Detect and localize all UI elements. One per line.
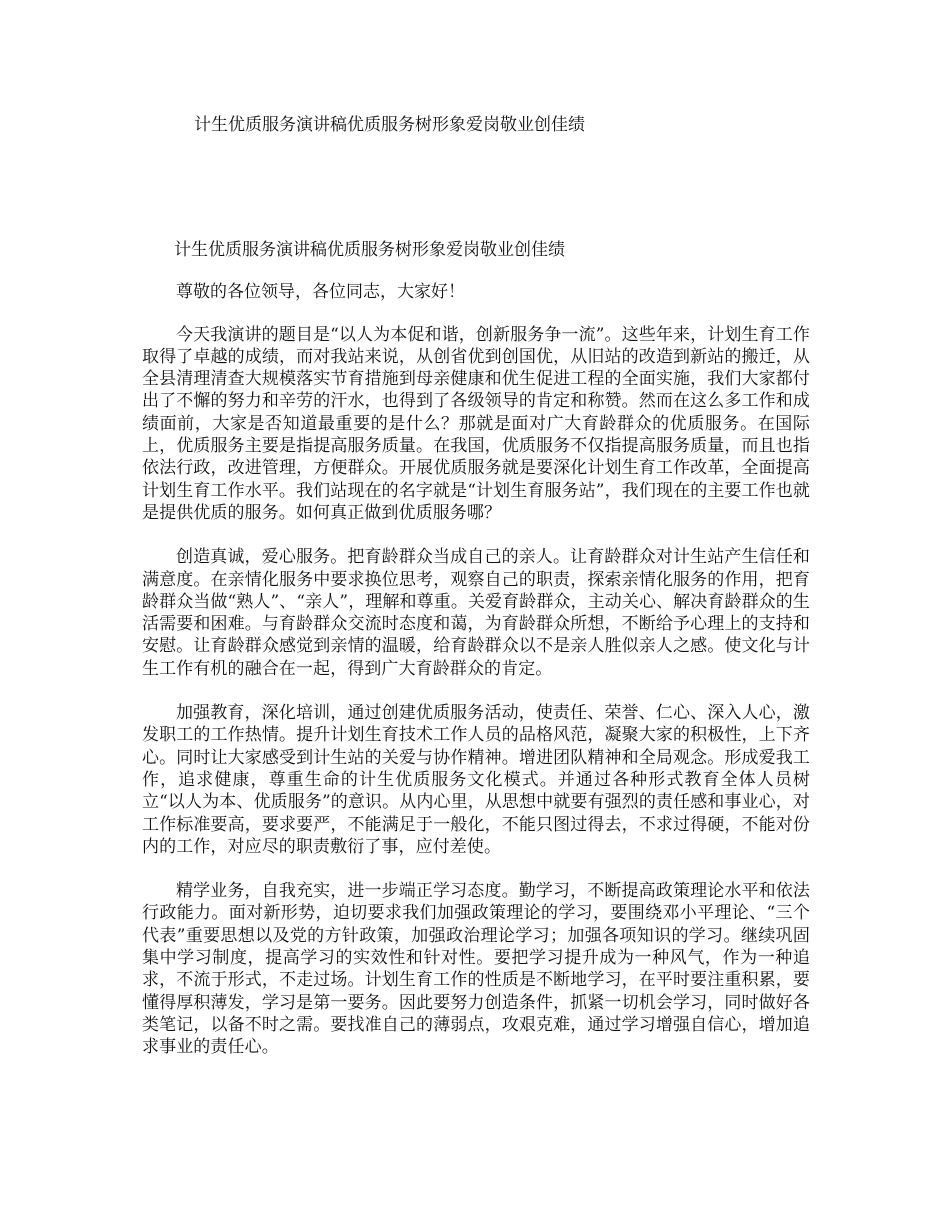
document-title: 计生优质服务演讲稿优质服务树形象爱岗敬业创佳绩 xyxy=(174,240,565,260)
page-header-title: 计生优质服务演讲稿优质服务树形象爱岗敬业创佳绩 xyxy=(194,115,585,135)
document-body xyxy=(142,239,810,1081)
paragraph-caring-service: 创造真诚，爱心服务。把育龄群众当成自己的亲人。让育龄群众对计生站产生信任和满意度。在亲情化服务中要求换位思考，观察自己的职责，探索亲情化服务的作用，把育龄群众当做“熟人”、“亲人”，理解和尊重。关爱育龄群众，主动关心、解决育龄群众的生活需要和困难。与育龄群众交流时态度和蔼，为育龄群众所想，不断给予心理上的支持和安慰。让育龄群众感觉到亲情的温暖，给育龄群众以不是亲人胜似亲人之感。使文化与计生工作有机的融合在一起，得到广大育龄群众的肯定。 xyxy=(142,547,810,679)
paragraph-education-training: 加强教育，深化培训，通过创建优质服务活动，使责任、荣誉、仁心、深入人心，激发职工的工作热情。提升计划生育技术工作人员的品格风范，凝聚大家的积极性，上下齐心。同时让大家感受到计生站的关爱与协作精神。增进团队精神和全局观念。形成爱我工作，追求健康，尊重生命的计生优质服务文化模式。并通过各种形式教育全体人员树立“以人为本、优质服务”的意识。从内心里，从思想中就要有强烈的责任感和事业心，对工作标准要高，要求要严，不能满足于一般化，不能只图过得去，不求过得硬，不能对份内的工作，对应尽的职责敷衍了事，应付差使。 xyxy=(142,703,810,857)
greeting-line: 尊敬的各位领导，各位同志，大家好！ xyxy=(176,282,465,303)
paragraph-intro: 今天我演讲的题目是“以人为本促和谐，创新服务争一流”。这些年来，计划生育工作取得了卓越的成绩，而对我站来说，从创省优到创国优，从旧站的改造到新站的搬迁，从全县清理清查大规模落实节育措施到母亲健康和优生促进工程的全面实施，我们大家都付出了不懈的努力和辛劳的汗水，也得到了各级领导的肯定和称赞。然而在这么多工作和成绩面前，大家是否知道最重要的是什么？那就是面对广大育龄群众的优质服务。在国际上，优质服务主要是指提高服务质量。在我国，优质服务不仅指提高服务质量，而且也指依法行政，改进管理，方便群众。开展优质服务就是要深化计划生育工作改革，全面提高计划生育工作水平。我们站现在的名字就是“计划生育服务站”，我们现在的主要工作也就是提供优质的服务。如何真正做到优质服务哪？ xyxy=(142,324,810,523)
paragraph-study-improvement: 精学业务，自我充实，进一步端正学习态度。勤学习，不断提高政策理论水平和依法行政能力。面对新形势，迫切要求我们加强政策理论的学习，要围绕邓小平理论、“三个代表”重要思想以及党的方针政策，加强政治理论学习；加强各项知识的学习。继续巩固集中学习制度，提高学习的实效性和针对性。要把学习提升成为一种风气，作为一种追求，不流于形式，不走过场。计划生育工作的性质是不断地学习，在平时要注重积累，要懂得厚积薄发，学习是第一要务。因此要努力创造条件，抓紧一切机会学习，同时做好各类笔记，以备不时之需。要找准自己的薄弱点，攻艰克难，通过学习增强自信心，增加追求事业的责任心。 xyxy=(142,881,810,1058)
